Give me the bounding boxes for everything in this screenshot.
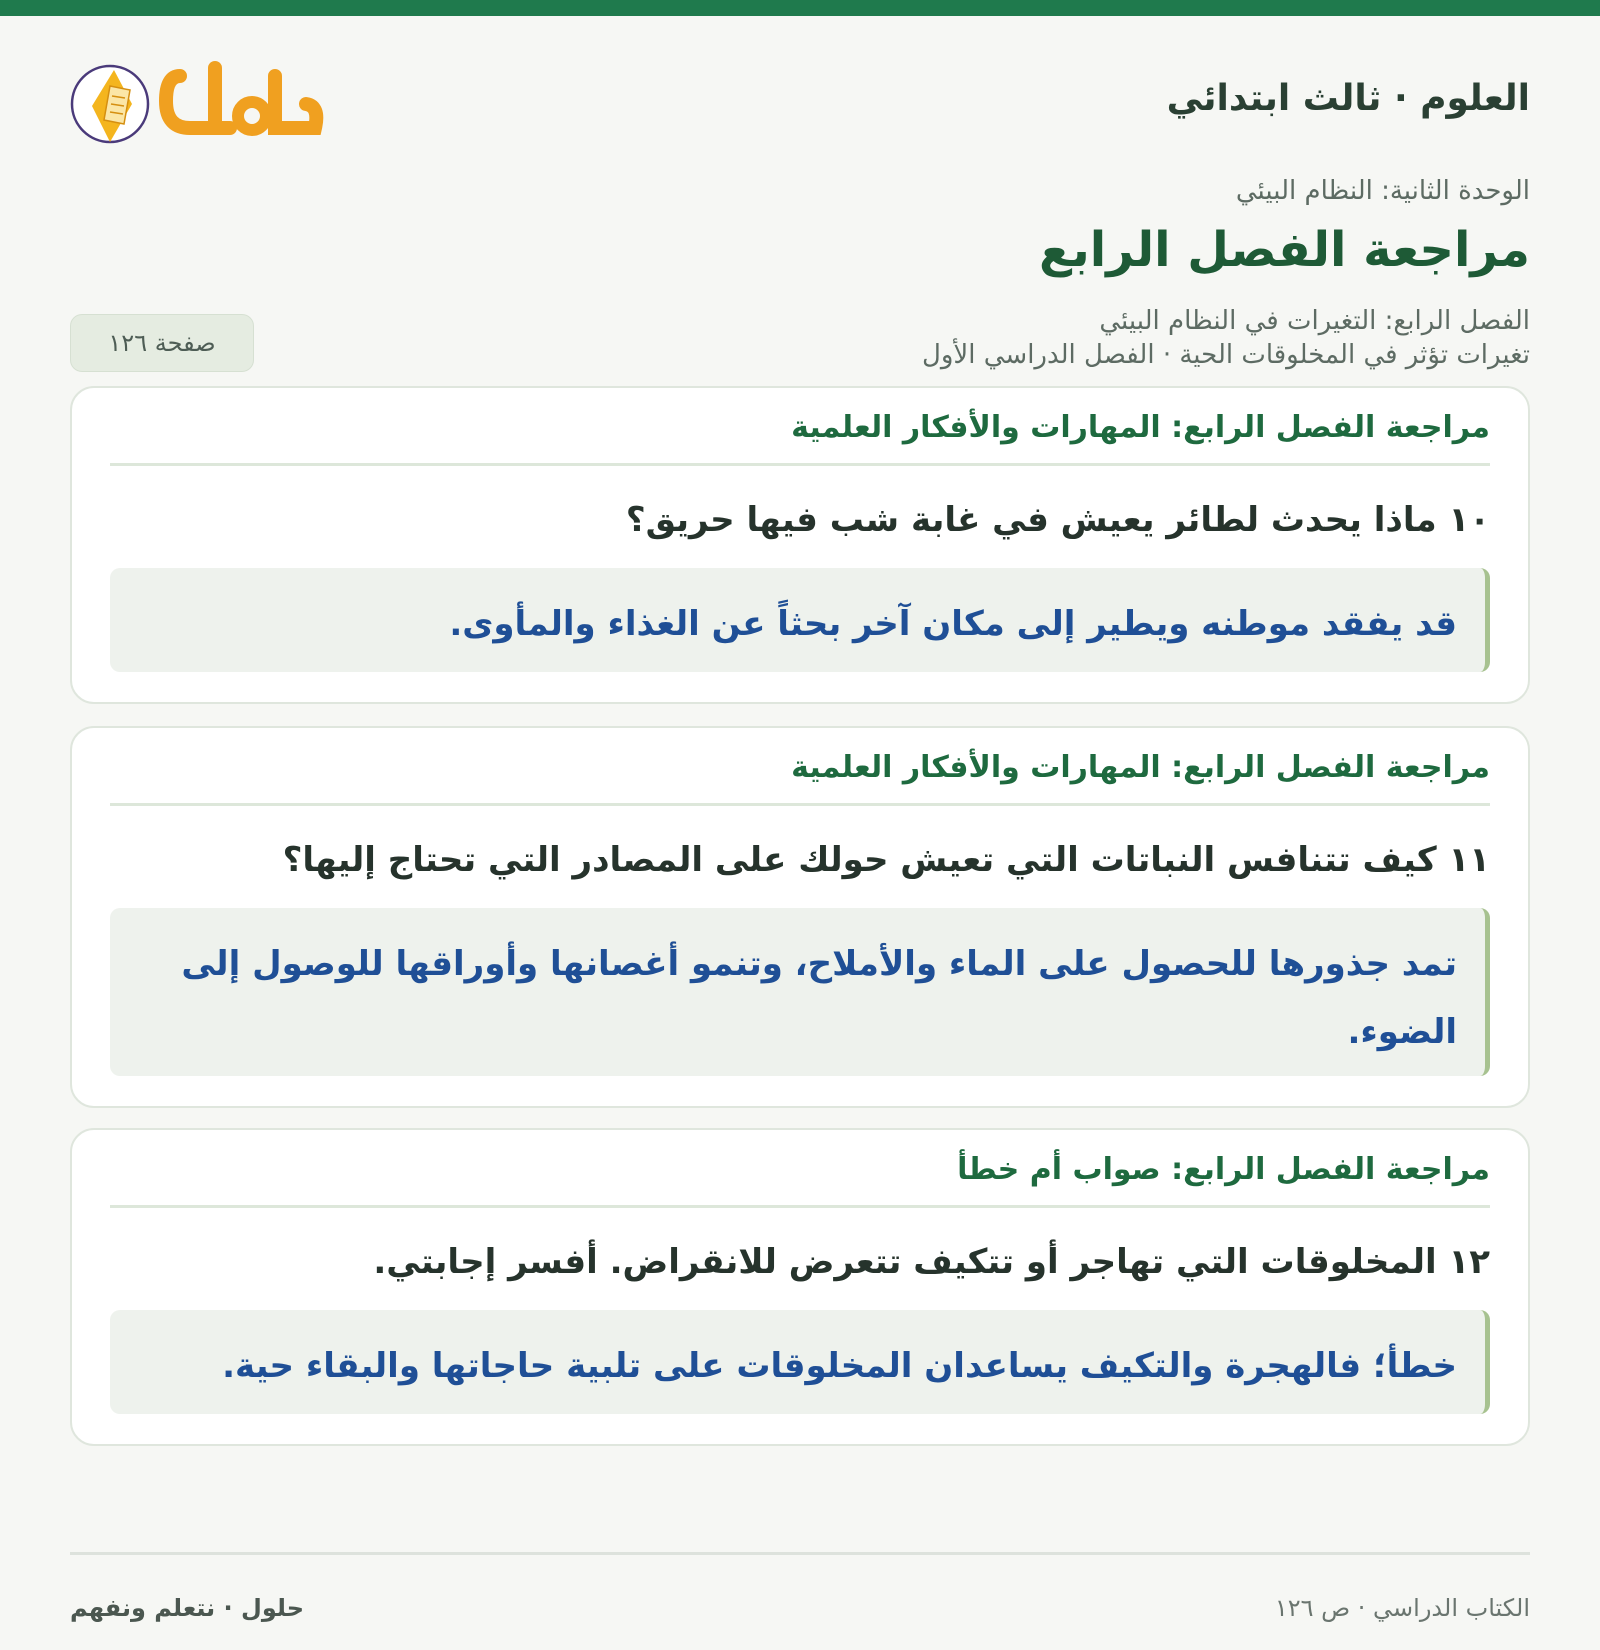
page-container [70, 16, 1530, 1650]
question-text: ١٢ المخلوقات التي تهاجر أو تتكيف تتعرض للانقراض. أفسر إجابتي. [373, 1242, 1490, 1282]
chapter-label: الفصل الرابع: التغيرات في النظام البيئي [1099, 306, 1530, 336]
page-title: مراجعة الفصل الرابع [1038, 222, 1530, 278]
answer-box: قد يفقد موطنه ويطير إلى مكان آخر بحثاً عن الغذاء والمأوى. [110, 568, 1490, 672]
card-heading: مراجعة الفصل الرابع: صواب أم خطأ [110, 1152, 1490, 1208]
page-header [70, 16, 1530, 370]
top-accent-bar [0, 0, 1600, 16]
question-card [70, 386, 1530, 704]
unit-label: الوحدة الثانية: النظام البيئي [1235, 176, 1530, 206]
answer-box: خطأ؛ فالهجرة والتكيف يساعدان المخلوقات على تلبية حاجاتها والبقاء حية. [110, 1310, 1490, 1414]
card-heading: مراجعة الفصل الرابع: المهارات والأفكار العلمية [110, 410, 1490, 466]
question-card [70, 1128, 1530, 1446]
footer-book-reference: الكتاب الدراسي · ص ١٢٦ [1274, 1594, 1530, 1622]
question-text: ١١ كيف تتنافس النباتات التي تعيش حولك على المصادر التي تحتاج إليها؟ [282, 840, 1490, 880]
card-heading: مراجعة الفصل الرابع: المهارات والأفكار العلمية [110, 750, 1490, 806]
question-text: ١٠ ماذا يحدث لطائر يعيش في غابة شب فيها حريق؟ [625, 500, 1490, 540]
lesson-label: تغيرات تؤثر في المخلوقات الحية · الفصل الدراسي الأول [921, 340, 1530, 370]
page-number-badge: صفحة ١٢٦ [70, 314, 254, 372]
footer-divider [70, 1552, 1530, 1555]
hulul-logo[interactable] [70, 46, 330, 156]
footer-brand: حلول · نتعلم ونفهم [70, 1594, 304, 1622]
question-card [70, 726, 1530, 1108]
answer-box: تمد جذورها للحصول على الماء والأملاح، وتنمو أغصانها وأوراقها للوصول إلى الضوء. [110, 908, 1490, 1076]
subject-title: العلوم · ثالث ابتدائي [1166, 78, 1530, 119]
